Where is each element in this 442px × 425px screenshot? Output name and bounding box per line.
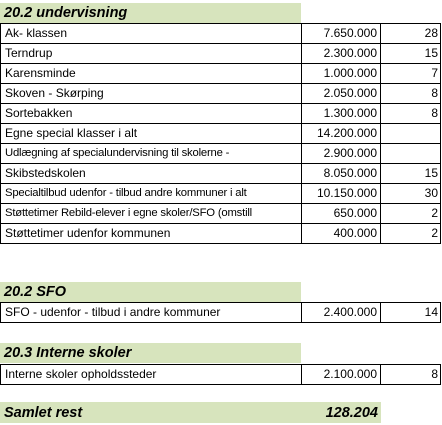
section-title: 20.2 SFO	[4, 284, 67, 300]
section-heading[interactable]	[0, 343, 301, 363]
row-label[interactable]: Ak- klassen	[0, 23, 301, 43]
row-count[interactable]: 15	[380, 163, 441, 183]
row-count[interactable]: 2	[380, 203, 441, 223]
row-amount[interactable]: 400.000	[301, 223, 380, 244]
row-amount[interactable]: 1.300.000	[301, 103, 380, 123]
section-title: 20.3 Interne skoler	[4, 345, 132, 361]
row-label[interactable]: Terndrup	[0, 43, 301, 63]
total-row[interactable]	[0, 402, 381, 423]
total-amount: 128.204	[325, 405, 378, 421]
row-label[interactable]: Udlægning af specialundervisning til skolerne -	[0, 143, 301, 163]
row-amount[interactable]: 650.000	[301, 203, 380, 223]
section-title: 20.2 undervisning	[4, 5, 128, 21]
row-count[interactable]: 28	[380, 23, 441, 43]
row-amount[interactable]: 10.150.000	[301, 183, 380, 203]
row-amount[interactable]: 8.050.000	[301, 163, 380, 183]
row-label[interactable]: SFO - udenfor - tilbud i andre kommuner	[0, 302, 301, 323]
row-amount[interactable]: 14.200.000	[301, 123, 380, 143]
section-heading[interactable]	[0, 282, 301, 302]
row-amount[interactable]: 2.100.000	[301, 364, 380, 385]
row-amount[interactable]: 2.050.000	[301, 83, 380, 103]
row-label[interactable]: Skoven - Skørping	[0, 83, 301, 103]
row-count[interactable]: 14	[380, 302, 441, 323]
section-heading[interactable]	[0, 3, 301, 23]
row-label[interactable]: Sortebakken	[0, 103, 301, 123]
total-label: Samlet rest	[4, 405, 83, 421]
row-label[interactable]: Interne skoler opholdssteder	[0, 364, 301, 385]
row-count[interactable]	[380, 123, 441, 143]
row-label[interactable]: Støttetimer udenfor kommunen	[0, 223, 301, 244]
row-label[interactable]: Skibstedskolen	[0, 163, 301, 183]
row-count[interactable]: 15	[380, 43, 441, 63]
row-amount[interactable]: 7.650.000	[301, 23, 380, 43]
row-label[interactable]: Egne special klasser i alt	[0, 123, 301, 143]
row-count[interactable]: 2	[380, 223, 441, 244]
row-count[interactable]: 8	[380, 364, 441, 385]
row-amount[interactable]: 2.900.000	[301, 143, 380, 163]
row-count[interactable]: 7	[380, 63, 441, 83]
row-count[interactable]: 8	[380, 83, 441, 103]
row-amount[interactable]: 1.000.000	[301, 63, 380, 83]
row-label[interactable]: Støttetimer Rebild-elever i egne skoler/SFO (omstill	[0, 203, 301, 223]
row-count[interactable]: 8	[380, 103, 441, 123]
row-amount[interactable]: 2.300.000	[301, 43, 380, 63]
row-label[interactable]: Karensminde	[0, 63, 301, 83]
row-amount[interactable]: 2.400.000	[301, 302, 380, 323]
row-count[interactable]	[380, 143, 441, 163]
row-count[interactable]: 30	[380, 183, 441, 203]
row-label[interactable]: Specialtilbud udenfor - tilbud andre kommuner i alt	[0, 183, 301, 203]
